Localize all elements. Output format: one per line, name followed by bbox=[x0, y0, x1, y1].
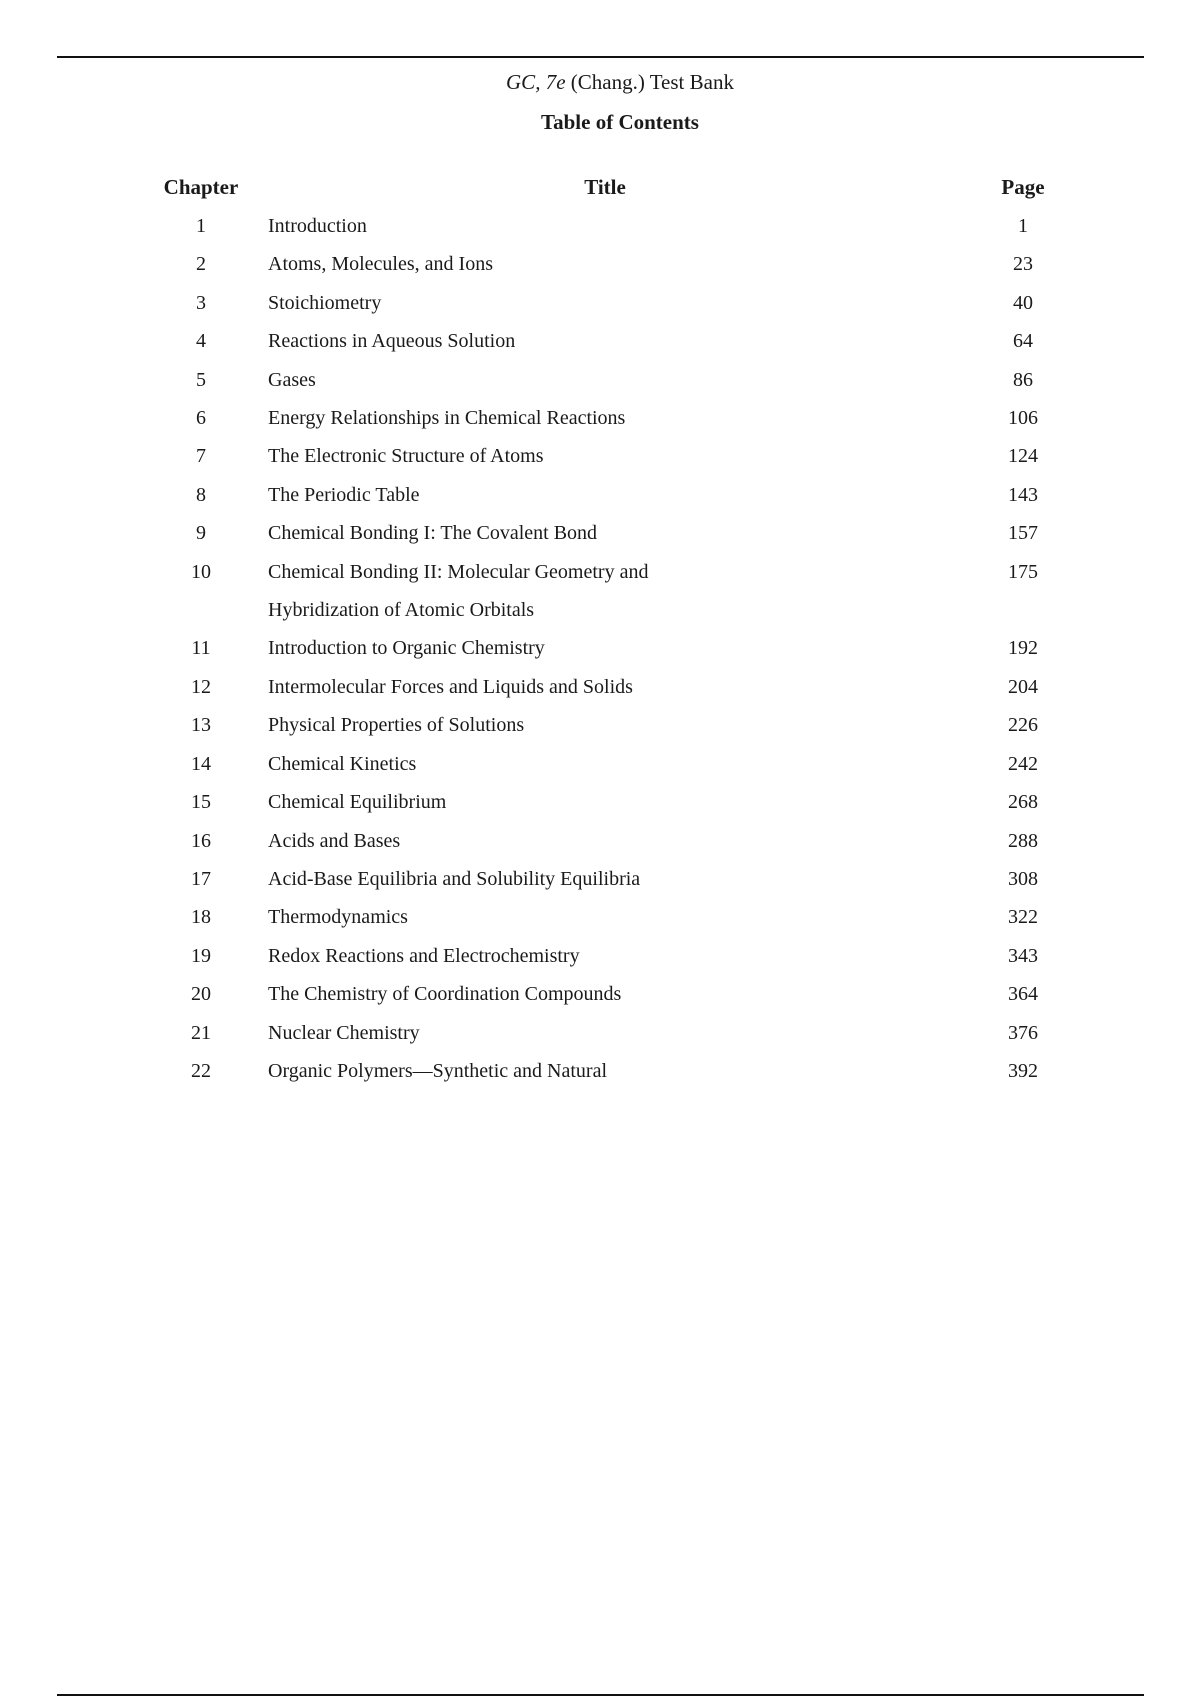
toc-row bbox=[0, 284, 1200, 322]
chapter-number: 12 bbox=[191, 675, 211, 698]
chapter-number: 4 bbox=[196, 330, 206, 353]
page-number: 192 bbox=[1008, 637, 1038, 660]
page-number: 1 bbox=[1018, 215, 1028, 237]
chapter-title: Redox Reactions and Electrochemistry bbox=[268, 944, 580, 967]
column-header-chapter: Chapter bbox=[163, 175, 239, 199]
page-number: 23 bbox=[1013, 253, 1033, 276]
toc-row bbox=[0, 1014, 1200, 1052]
page-number: 124 bbox=[1008, 445, 1038, 468]
chapter-number: 3 bbox=[196, 291, 206, 314]
page-number: 288 bbox=[1008, 829, 1038, 852]
chapter-number: 19 bbox=[191, 944, 211, 967]
chapter-number: 22 bbox=[191, 1059, 211, 1082]
toc-row bbox=[0, 975, 1200, 1013]
toc-row bbox=[0, 745, 1200, 783]
chapter-title: Stoichiometry bbox=[268, 291, 382, 314]
chapter-number: 9 bbox=[196, 522, 206, 545]
page-number: 143 bbox=[1008, 483, 1038, 506]
chapter-title: The Periodic Table bbox=[268, 483, 420, 506]
chapter-title: Intermolecular Forces and Liquids and Solids bbox=[268, 675, 633, 698]
toc-row bbox=[0, 783, 1200, 821]
chapter-title: Energy Relationships in Chemical Reactions bbox=[268, 407, 626, 430]
toc-row bbox=[0, 822, 1200, 860]
chapter-title: Chemical Equilibrium bbox=[268, 791, 447, 814]
chapter-number: 6 bbox=[196, 407, 206, 430]
chapter-title: Introduction to Organic Chemistry bbox=[268, 637, 545, 660]
column-header-page: Page bbox=[1001, 175, 1045, 199]
chapter-title: The Electronic Structure of Atoms bbox=[268, 445, 544, 468]
chapter-number: 2 bbox=[196, 253, 206, 276]
chapter-title: Introduction bbox=[268, 215, 367, 237]
toc-row bbox=[0, 898, 1200, 936]
toc-list bbox=[0, 207, 1200, 1090]
chapter-title: Acid-Base Equilibria and Solubility Equilibria bbox=[268, 867, 641, 890]
running-header bbox=[0, 70, 1200, 95]
toc-row bbox=[0, 399, 1200, 437]
chapter-title: The Chemistry of Coordination Compounds bbox=[268, 983, 622, 1006]
chapter-number: 15 bbox=[191, 791, 211, 814]
chapter-number: 5 bbox=[196, 368, 206, 391]
page-number: 106 bbox=[1008, 407, 1038, 430]
toc-row bbox=[0, 361, 1200, 399]
toc-row bbox=[0, 937, 1200, 975]
toc-row bbox=[0, 514, 1200, 552]
chapter-number: 21 bbox=[191, 1021, 211, 1044]
chapter-number: 18 bbox=[191, 906, 211, 929]
chapter-number: 8 bbox=[196, 483, 206, 506]
chapter-title: Physical Properties of Solutions bbox=[268, 714, 525, 737]
book-title-rest: (Chang.) Test Bank bbox=[565, 70, 734, 94]
chapter-number: 13 bbox=[191, 714, 211, 737]
toc-row bbox=[0, 476, 1200, 514]
book-abbrev: GC, 7e bbox=[506, 70, 566, 94]
chapter-title: Acids and Bases bbox=[268, 829, 401, 852]
page-number: 364 bbox=[1008, 983, 1038, 1006]
toc-row bbox=[0, 553, 1200, 630]
chapter-title: Chemical Bonding I: The Covalent Bond bbox=[268, 522, 598, 545]
chapter-number: 17 bbox=[191, 867, 211, 890]
page-number: 175 bbox=[1008, 560, 1038, 583]
chapter-title: Chemical Bonding II: Molecular Geometry and Hybridization of Atomic Orbitals bbox=[268, 560, 649, 622]
bottom-rule bbox=[57, 1694, 1144, 1696]
chapter-number: 1 bbox=[196, 215, 206, 237]
page-number: 157 bbox=[1008, 522, 1038, 545]
toc-row bbox=[0, 668, 1200, 706]
page-number: 392 bbox=[1008, 1059, 1038, 1082]
chapter-title: Thermodynamics bbox=[268, 906, 408, 929]
page-number: 268 bbox=[1008, 791, 1038, 814]
chapter-title: Reactions in Aqueous Solution bbox=[268, 330, 516, 353]
chapter-title: Chemical Kinetics bbox=[268, 752, 417, 775]
chapter-number: 20 bbox=[191, 983, 211, 1006]
toc-row bbox=[0, 629, 1200, 667]
chapter-number: 14 bbox=[191, 752, 211, 775]
chapter-title: Organic Polymers—Synthetic and Natural bbox=[268, 1059, 608, 1082]
chapter-number: 11 bbox=[191, 637, 211, 660]
page-number: 64 bbox=[1013, 330, 1033, 353]
page-number: 322 bbox=[1008, 906, 1038, 929]
chapter-number: 16 bbox=[191, 829, 211, 852]
toc-row bbox=[0, 245, 1200, 283]
top-rule bbox=[57, 56, 1144, 58]
page-title: Table of Contents bbox=[541, 110, 699, 134]
chapter-number: 10 bbox=[191, 560, 211, 583]
chapter-title: Atoms, Molecules, and Ions bbox=[268, 253, 493, 276]
page-number: 308 bbox=[1008, 867, 1038, 890]
toc-row bbox=[0, 860, 1200, 898]
page-number: 86 bbox=[1013, 368, 1033, 391]
toc-row bbox=[0, 207, 1200, 245]
chapter-title: Gases bbox=[268, 368, 316, 391]
chapter-title: Nuclear Chemistry bbox=[268, 1021, 420, 1044]
page-number: 40 bbox=[1013, 291, 1033, 314]
toc-row bbox=[0, 706, 1200, 744]
page-number: 226 bbox=[1008, 714, 1038, 737]
page-number: 204 bbox=[1008, 675, 1038, 698]
toc-row bbox=[0, 437, 1200, 475]
page-number: 376 bbox=[1008, 1021, 1038, 1044]
column-header-title: Title bbox=[584, 175, 626, 199]
toc-row bbox=[0, 322, 1200, 360]
page-number: 343 bbox=[1008, 944, 1038, 967]
chapter-number: 7 bbox=[196, 445, 206, 468]
toc-row bbox=[0, 1052, 1200, 1090]
page-number: 242 bbox=[1008, 752, 1038, 775]
